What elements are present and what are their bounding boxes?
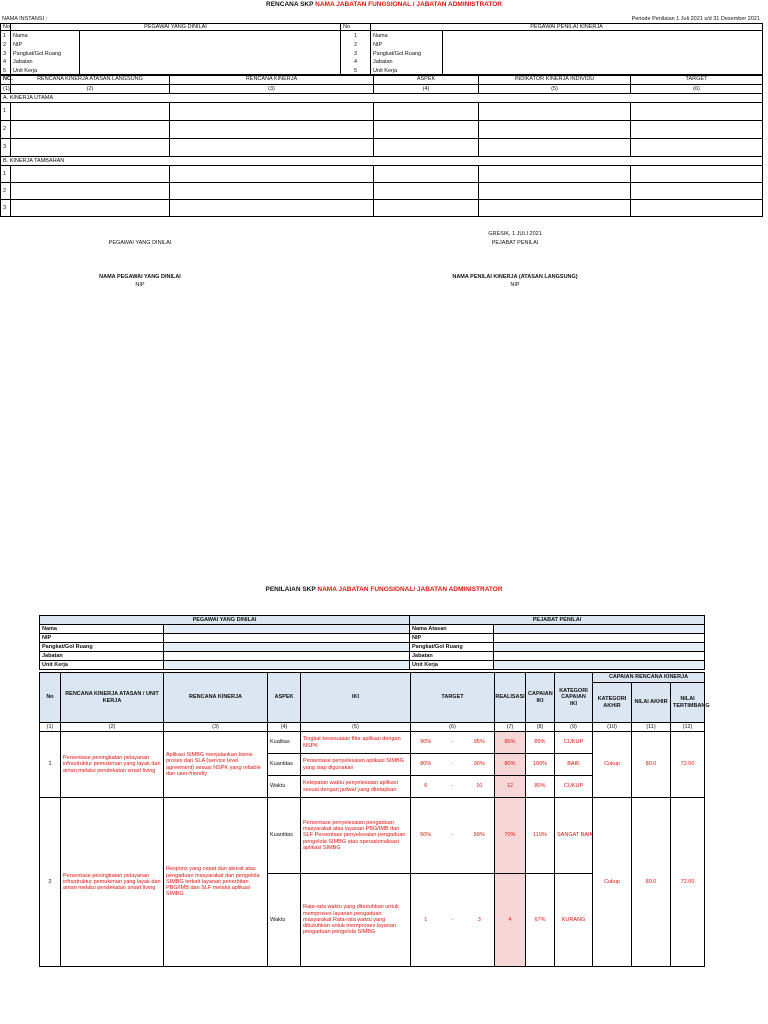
id-label: NIP [13,41,23,48]
id-label: Pangkat/Gol.Ruang [13,50,62,57]
p-left-label: NIP [40,634,164,643]
p-target-dash: - [441,732,465,754]
p-target-dash: - [441,776,465,798]
id-no-header-left: No [1,24,11,31]
p-realisasi[interactable]: 70% [495,798,526,874]
p-kategori: SANGAT BAIK [555,798,593,874]
rencana-identity-table [0,23,763,76]
p-iki: Ketepatan waktu penyelesaian aplikasi sesuai dengan jadwal yang ditetapkan [301,776,411,798]
colnum: (4) [374,85,479,94]
p-aspek: Kuantitas [268,798,301,874]
p-target-min: 50% [411,798,441,874]
p-iki: Persentase penyelesaian aplikasi SIMBG yang siap digunakan [301,754,411,776]
p-realisasi[interactable]: 80% [495,754,526,776]
p-right-value[interactable] [494,625,705,634]
p-col-iki: IKI [301,673,411,723]
cell[interactable] [11,103,170,121]
section-kinerja-utama: A. KINERJA UTAMA [1,94,763,103]
p-target-min: 80% [411,754,441,776]
id-num: 3 [353,50,358,57]
id-values-right[interactable] [443,31,763,76]
id-label: Nama [373,33,388,40]
cell[interactable] [11,200,170,217]
p-col-rencana: RENCANA KINERJA [164,673,268,723]
p-col-realisasi: REALISASI [495,673,526,723]
row-number: 1 [1,103,11,121]
cell[interactable] [631,121,763,139]
cell[interactable] [374,139,479,157]
p-right-label: NIP [410,634,494,643]
p-right-label: Unit Kerja [410,661,494,670]
cell[interactable] [170,166,374,183]
id-label: Pangkat/Gol.Ruang [373,50,422,57]
p-col-capaian-iki: CAPAIAN IKI [526,673,555,723]
pegawai-penilai-header: PEGAWAI PENILAI KINERJA [371,24,763,31]
rencana-title-highlight: NAMA JABATAN FUNGSIONAL / JABATAN ADMINISTRATOR [315,1,502,8]
colnum: (2) [11,85,170,94]
p-colnum: (3) [164,723,268,732]
id-num: 5 [353,67,358,74]
p-right-value[interactable] [494,634,705,643]
col-aspek: ASPEK [374,75,479,85]
p-left-value[interactable] [164,661,410,670]
p-colnum: (1) [40,723,61,732]
p-target-max: 90% [465,754,495,776]
id-num: 1 [353,33,358,40]
cell[interactable] [170,200,374,217]
p-right-label: Pangkat/Gol Ruang [410,643,494,652]
cell[interactable] [374,103,479,121]
p-col-nilai-tertimbang: NILAI TERTIMBANG [671,683,705,723]
p-colnum: (6) [411,723,495,732]
periode-label: Periode Penilaian 1 Juli 2021 s/d 31 Desember 2021 [631,16,760,22]
p-pegawai-dinilai-header: PEGAWAI YANG DINILAI [40,616,410,625]
colnum: (3) [170,85,374,94]
p-left-label: Pangkat/Gol Ruang [40,643,164,652]
id-num: 2 [353,41,358,48]
p-left-label: Nama [40,625,164,634]
p-capaian: 89% [526,732,555,754]
p-kategori-akhir: Cukup [593,798,632,967]
cell[interactable] [170,139,374,157]
row-number: 2 [1,183,11,200]
p-colnum: (10) [593,723,632,732]
p-target-dash: - [441,874,465,967]
nama-pegawai-dinilai: NAMA PEGAWAI YANG DINILAI [99,274,181,280]
id-num: 4 [353,59,358,66]
cell[interactable] [631,166,763,183]
id-num: 5 [3,67,7,74]
colnum: (1) [1,85,11,94]
p-target-max: 95% [465,732,495,754]
p-colnum: (2) [61,723,164,732]
id-label: Unit Kerja [373,67,398,74]
p-aspek: Kuantitas [268,754,301,776]
p-left-value[interactable] [164,625,410,634]
p-kategori: BAIK [555,754,593,776]
cell[interactable] [374,166,479,183]
cell[interactable] [479,103,631,121]
cell[interactable] [479,121,631,139]
cell[interactable] [170,121,374,139]
colnum: (6) [631,85,763,94]
id-numbers-left [1,31,11,76]
p-target-min: 90% [411,732,441,754]
p-col-rencana-atasan: RENCANA KINERJA ATASAN / UNIT KERJA [61,673,164,723]
row-number: 1 [1,166,11,183]
p-iki: Tingkat kesesuaian fitur aplikasi dengan NSPK [301,732,411,754]
place-date: GRESIK, 1 JULI 2021 [488,231,542,237]
p-colnum: (12) [671,723,705,732]
p-realisasi[interactable]: 4 [495,874,526,967]
p-col-no: No [40,673,61,723]
p-col-kategori-capaian: KATEGORI CAPAIAN IKI [555,673,593,723]
p-left-label: Jabatan [40,652,164,661]
p-colnum: (8) [526,723,555,732]
cell[interactable] [631,103,763,121]
col-rencana-kinerja: RENCANA KINERJA [170,75,374,85]
p-capaian: 67% [526,874,555,967]
row-number: 3 [1,200,11,217]
id-num: 4 [3,59,7,66]
p-capaian: 100% [526,754,555,776]
p-col-capaian-rencana: CAPAIAN RENCANA KINERJA [593,673,705,683]
pegawai-dinilai-sig-label: PEGAWAI YANG DINILAI [108,240,172,246]
p-iki: Rata-rata waktu yang dibutuhkan untuk memproses layanan pengaduan masyarakat Rata-rata waktu yang dibutuhkan untuk memproses layanan pengaduan pengelola SIMBG [301,874,411,967]
col-rencana-atasan: RENCANA KINERJA ATASAN LANGSUNG [11,75,170,85]
p-colnum: (7) [495,723,526,732]
p-row-rencana-atasan: Persentase peningkatan pelayanan infrastruktur pemukiman yang layak dan aman melalui pendekatan smart living [61,798,164,967]
p-right-value[interactable] [494,643,705,652]
p-left-value[interactable] [164,634,410,643]
p-aspek: Kualitas [268,732,301,754]
p-colnum: (11) [632,723,671,732]
p-nilai-tertimbang: 72.00 [671,798,705,967]
id-num: 1 [3,33,7,40]
p-row-rencana: Aplikasi SIMBG menjalankan bisnis proses dan SLA (service level agreement) sesuai NSPK yang reliable dan user-friendly [164,732,268,798]
p-left-value[interactable] [164,652,410,661]
p-realisasi[interactable]: 12 [495,776,526,798]
p-kategori: CUKUP [555,732,593,754]
cell[interactable] [479,183,631,200]
p-row-no: 1 [40,732,61,798]
p-col-kategori-akhir: KATEGORI AKHIR [593,683,632,723]
p-colnum: (4) [268,723,301,732]
col-no: NO. [1,75,11,85]
cell[interactable] [11,139,170,157]
p-right-value[interactable] [494,652,705,661]
p-right-label: Jabatan [410,652,494,661]
col-target: TARGET [631,75,763,85]
row-number: 2 [1,121,11,139]
cell[interactable] [374,121,479,139]
id-label: Jabatan [13,59,33,66]
cell[interactable] [374,200,479,217]
p-capaian: 80% [526,776,555,798]
p-right-value[interactable] [494,661,705,670]
cell[interactable] [374,183,479,200]
p-pejabat-penilai-header: PEJABAT PENILAI [410,616,705,625]
penilaian-title [0,586,768,593]
id-labels-left [11,31,80,76]
p-left-value[interactable] [164,643,410,652]
cell[interactable] [479,200,631,217]
pejabat-penilai-label: PEJABAT PENILAI [491,240,539,246]
table-row [40,732,705,754]
p-realisasi[interactable]: 80% [495,732,526,754]
cell[interactable] [631,183,763,200]
id-num: 2 [3,41,7,48]
cell[interactable] [631,200,763,217]
cell[interactable] [11,166,170,183]
p-left-label: Unit Kerja [40,661,164,670]
id-values-left[interactable] [80,31,341,76]
rencana-title [0,1,768,8]
p-col-target: TARGET [411,673,495,723]
p-target-max: 3 [465,874,495,967]
rencana-title-prefix: RENCANA SKP [266,1,314,8]
penilaian-identity-table [39,615,705,670]
nip-pegawai: NIP [135,282,145,288]
pegawai-dinilai-header: PEGAWAI YANG DINILAI [11,24,341,31]
p-right-label: Nama Atasan [410,625,494,634]
col-iki: INDIKATOR KINERJA INDIVIDU [479,75,631,85]
p-aspek: Waktu [268,874,301,967]
p-row-no: 2 [40,798,61,967]
cell[interactable] [170,103,374,121]
table-row [40,798,705,874]
p-kategori: CUKUP [555,776,593,798]
id-no-header-right: No [341,24,371,31]
rencana-kinerja-table [0,74,763,217]
cell[interactable] [170,183,374,200]
p-target-max: 59% [465,798,495,874]
p-nilai-akhir: 80.0 [632,798,671,967]
p-colnum: (9) [555,723,593,732]
id-labels-right [371,31,443,76]
cell[interactable] [479,166,631,183]
p-capaian: 119% [526,798,555,874]
cell[interactable] [11,183,170,200]
p-kategori-akhir: Cukup [593,732,632,798]
id-label: Unit Kerja [13,67,38,74]
p-target-max: 10 [465,776,495,798]
p-col-nilai-akhir: NILAI AKHIR [632,683,671,723]
id-num: 3 [3,50,7,57]
nip-penilai: NIP [510,282,520,288]
p-nilai-tertimbang: 72.00 [671,732,705,798]
p-colnum: (5) [301,723,411,732]
p-target-min: 1 [411,874,441,967]
cell[interactable] [11,121,170,139]
p-row-rencana-atasan: Persentase peningkatan pelayanan infrastruktur pemukiman yang layak dan aman melalui pendekatan smart living [61,732,164,798]
id-label: Nama [13,33,28,40]
section-kinerja-tambahan: B. KINERJA TAMBAHAN [1,157,763,166]
id-label: Jabatan [373,59,393,66]
penilaian-title-prefix: PENILAIAN SKP [265,586,316,593]
instansi-label: NAMA INSTANSI : [2,16,48,22]
p-row-rencana: Respons yang cepat dan akurat atas pengaduan masyarakat dan pengelola SIMBG terkait layanan penerbitan PBG/IMB dan SLF melalui aplikasi SIMBG [164,798,268,967]
p-aspek: Waktu [268,776,301,798]
p-kategori: KURANG [555,874,593,967]
p-col-aspek: ASPEK [268,673,301,723]
penilaian-kinerja-table [39,672,710,967]
id-label: NIP [373,41,383,48]
p-target-dash: - [441,754,465,776]
nama-penilai-kinerja: NAMA PENILAI KINERJA (ATASAN LANGSUNG) [452,274,578,280]
colnum: (5) [479,85,631,94]
p-iki: Persentase penyelesaian pengaduan masyarakat atas layanan PBG/IMB dan SLF Persentase penyelesaian pengaduan pengelola SIMBG atas operasionalisasi aplikasi SIMBG [301,798,411,874]
p-nilai-akhir: 80.0 [632,732,671,798]
cell[interactable] [631,139,763,157]
p-target-dash: - [441,798,465,874]
p-target-min: 6 [411,776,441,798]
id-numbers-right [341,31,371,76]
cell[interactable] [479,139,631,157]
penilaian-title-highlight: NAMA JABATAN FUNGSIONAL/ JABATAN ADMINISTRATOR [317,586,503,593]
row-number: 3 [1,139,11,157]
